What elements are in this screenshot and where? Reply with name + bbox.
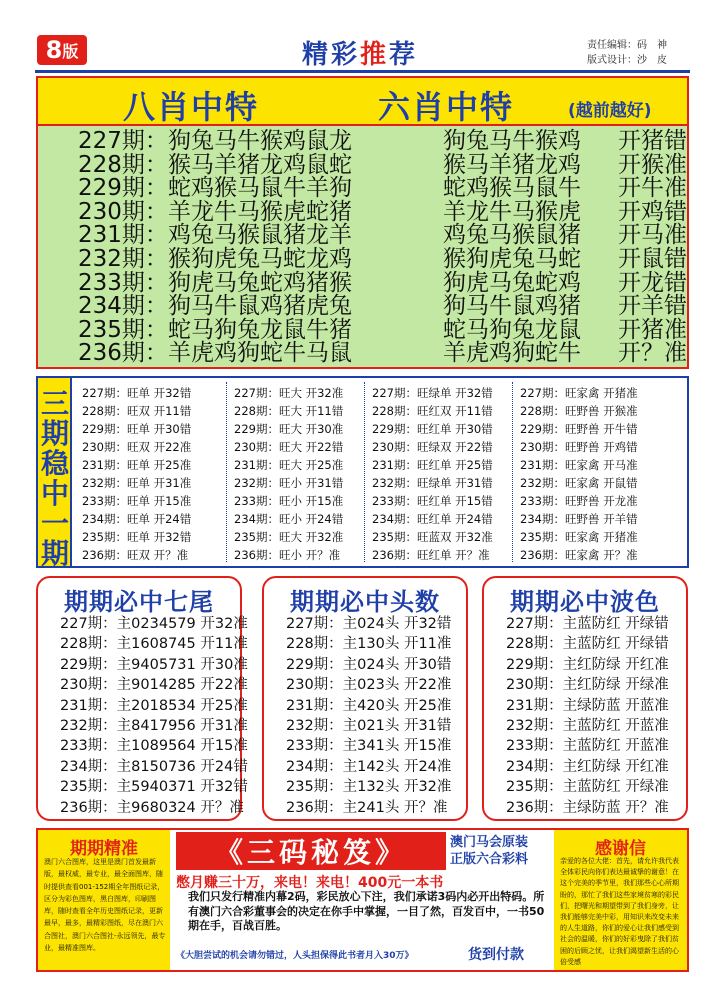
zodiac-table: [38, 126, 687, 367]
six-zodiac-set: 猴狗虎兔马蛇: [443, 246, 581, 272]
list-item: 228期：主130头 开11准: [286, 636, 452, 653]
list-item: 229期：主024头 开30错: [286, 656, 452, 673]
header-divider: [35, 70, 690, 73]
prediction-row: 227期：旺家禽 开猪准: [520, 386, 638, 400]
must-hit-box: [36, 576, 248, 821]
six-zodiac-set: 蛇鸡猴马鼠牛: [443, 175, 581, 202]
six-zodiac-set: 狗马牛鼠鸡猪: [443, 293, 581, 320]
list-item: 235期：主蓝防红 开绿准: [506, 779, 669, 796]
prediction-row: 231期：旺大 开25准: [234, 458, 344, 472]
list-item: 229期：主红防绿 开红准: [506, 656, 669, 673]
box-list: [60, 614, 248, 818]
prediction-row: 235期：旺大 开32准: [234, 530, 344, 544]
section-header: [38, 78, 687, 126]
list-item: 234期：主142头 开24准: [286, 758, 452, 775]
list-item: 227期：主蓝防红 开绿错: [506, 616, 669, 632]
prediction-row: 231期：旺家禽 开马准: [520, 458, 638, 472]
list-item: 227期：主024头 开32错: [286, 616, 452, 632]
eight-zodiac-set: 羊虎鸡狗蛇牛马鼠: [168, 340, 352, 367]
prediction-row: 227期：旺绿单 开32错: [372, 386, 493, 400]
list-item: 230期：主9014285 开22准: [60, 677, 248, 694]
prediction-column: [82, 384, 222, 564]
list-item: 231期：主420头 开25准: [286, 697, 452, 714]
promo-section: [36, 828, 689, 972]
eight-zodiac-set: 狗兔马牛猴鸡鼠龙: [168, 128, 352, 154]
period-label: 234期：: [78, 293, 168, 320]
list-item: 233期：主1089564 开15准: [60, 738, 248, 755]
prediction-row: 231期：旺红单 开25错: [372, 458, 493, 472]
box-title: 期期必中波色: [510, 588, 660, 616]
label-char: 中: [40, 477, 69, 510]
prediction-row: 230期：旺野兽 开鸡错: [520, 440, 638, 454]
must-hit-box: [482, 576, 688, 821]
period-label: 227期：: [78, 128, 168, 154]
column-divider: [364, 382, 365, 562]
thank-you-title: 感谢信: [595, 839, 646, 859]
page-title: [200, 34, 520, 71]
prediction-row: 233期：旺小 开15准: [234, 494, 344, 508]
prediction-row: 235期：旺蓝双 开32准: [372, 530, 493, 544]
period-label: 228期：: [78, 151, 168, 178]
list-item: 232期：主8417956 开31准: [60, 717, 248, 734]
eight-zodiac-title: 八肖中特: [123, 88, 260, 126]
prediction-row: 234期：旺野兽 开羊错: [520, 512, 638, 526]
six-zodiac-set: 鸡兔马猴鼠猪: [443, 222, 581, 249]
period-label: 229期：: [78, 175, 168, 202]
period-label: 235期：: [78, 316, 168, 343]
eight-zodiac-set: 蛇马狗兔龙鼠牛猪: [168, 316, 352, 343]
prediction-row: 228期：旺红双 开11错: [372, 404, 493, 418]
list-item: 236期：主241头 开？准: [286, 799, 448, 816]
prediction-row: 236期：旺红单 开？准: [372, 548, 490, 562]
result-text: 开猪准: [618, 316, 687, 343]
prediction-column: [372, 384, 512, 564]
period-label: 230期：: [78, 198, 168, 225]
six-zodiac-set: 蛇马狗兔龙鼠: [443, 316, 581, 343]
list-item: 231期：主绿防蓝 开蓝准: [506, 697, 669, 714]
prediction-row: 232期：旺家禽 开鼠错: [520, 476, 638, 490]
page-unit: 版: [62, 41, 79, 61]
prediction-row: 227期：旺单 开32错: [82, 386, 192, 400]
six-zodiac-set: 狗虎马兔蛇鸡: [443, 269, 581, 296]
promo-center-panel: [172, 830, 552, 970]
prediction-row: 231期：旺单 开25准: [82, 458, 192, 472]
period-label: 236期：: [78, 340, 168, 367]
list-item: 229期：主9405731 开30准: [60, 656, 248, 673]
prediction-row: 235期：旺单 开32错: [82, 530, 192, 544]
prediction-row: 233期：旺单 开15准: [82, 494, 192, 508]
eight-zodiac-set: 猴马羊猪龙鸡鼠蛇: [168, 151, 352, 178]
six-zodiac-set: 狗兔马牛猴鸡: [443, 128, 581, 154]
list-item: 227期：主0234579 开32准: [60, 616, 248, 632]
label-char: 稳: [40, 447, 69, 480]
column-divider: [226, 382, 227, 562]
label-char: 三: [40, 387, 69, 420]
box-title: 期期必中七尾: [64, 588, 214, 616]
prediction-row: 229期：旺红单 开30错: [372, 422, 493, 436]
six-zodiac-set: 羊龙牛马猴虎: [443, 198, 581, 225]
title-char: 精: [301, 40, 331, 70]
promo-footnote: 《大胆尝试的机会请勿错过，人头担保得此书者月入30万》: [176, 951, 414, 961]
result-text: 开？准: [618, 340, 687, 367]
period-label: 233期：: [78, 269, 168, 296]
thank-you-text: 亲爱的各位大佬：首先，请允许我代表全体彩民向你们表达最诚挚的谢意！在这个完美的季节里，我们那些心心所期盼的，那忙了我们这些家境贫寒的彩民们，把曙光和期望带到了我们身旁，让我们能够完美中彩，用知识来改变未来的人生道路，你们的爱心让我们感受到社会的温暖，你们的好彩曳除了我们贫困的后顾之忧，让我们渴望新生活的心倍受感: [560, 857, 679, 966]
eight-zodiac-set: 蛇鸡猴马鼠牛羊狗: [168, 175, 352, 202]
eight-zodiac-set: 狗马牛鼠鸡猪虎兔: [168, 293, 352, 320]
promo-slogan: 憋月赚三十万，来电！来电！400元一本书: [176, 875, 444, 891]
prediction-row: 232期：旺绿单 开31错: [372, 476, 493, 490]
section-note: (越前越好): [568, 101, 652, 121]
prediction-row: 228期：旺大 开11错: [234, 404, 344, 418]
list-item: 233期：主蓝防红 开蓝准: [506, 738, 669, 755]
thank-you-panel: [554, 830, 687, 970]
list-item: 234期：主红防绿 开红准: [506, 758, 669, 775]
list-item: 235期：主132头 开32准: [286, 779, 452, 796]
column-divider: [512, 382, 513, 562]
prediction-row: 229期：旺野兽 开牛错: [520, 422, 638, 436]
result-text: 开鸡错: [618, 198, 687, 225]
result-text: 开羊错: [618, 293, 687, 320]
page-number: 8: [45, 36, 63, 64]
promo-left-panel: [38, 830, 170, 970]
six-zodiac-set: 猴马羊猪龙鸡: [443, 151, 581, 178]
eight-zodiac-set: 狗虎马兔蛇鸡猪猴: [168, 269, 352, 296]
promo-left-text: 澳门六合图库，这里是澳门首发最新版，最权威，最专业，最全面图库，随时提供查看001-152期全年图纸记录，区分为彩色图库，黑白图库，印刷图库，随时查看全年历史图纸记录，更新最早，最多，最精彩图纸，尽在澳门六合图社，澳门六合图社-永远领先，最专业，最精准图库。: [44, 858, 166, 953]
box-title: 期期必中头数: [290, 588, 440, 616]
result-text: 开龙错: [618, 269, 687, 296]
period-label: 231期：: [78, 222, 168, 249]
period-label: 232期：: [78, 246, 168, 272]
label-char: 期: [40, 417, 69, 450]
eight-zodiac-set: 鸡兔马猴鼠猪龙羊: [168, 222, 352, 249]
prediction-row: 227期：旺大 开32准: [234, 386, 344, 400]
list-item: 230期：主023头 开22准: [286, 677, 452, 694]
six-zodiac-title: 六肖中特: [378, 88, 515, 126]
prediction-row: 233期：旺野兽 开龙准: [520, 494, 638, 508]
prediction-row: 228期：旺双 开11错: [82, 404, 192, 418]
prediction-row: 233期：旺红单 开15错: [372, 494, 493, 508]
section-side-label: [38, 378, 72, 570]
title-char: 彩: [330, 40, 360, 70]
prediction-column: [234, 384, 374, 564]
list-item: 235期：主5940371 开32错: [60, 779, 248, 796]
promo-body-text: 我们只发行精准内幕2码，彩民放心下注，我们承诺3码内必开出特码。所有澳门六合彩董事会的决定在你手中掌握，一目了然，百发百中，一书50期在手，百战百胜。: [188, 890, 545, 932]
prediction-row: 229期：旺单 开30错: [82, 422, 192, 436]
must-hit-box: [262, 576, 468, 821]
list-item: 236期：主绿防蓝 开？准: [506, 799, 669, 816]
zodiac-prediction-section: [36, 76, 689, 369]
list-item: 228期：主蓝防红 开绿错: [506, 636, 669, 653]
eight-zodiac-set: 猴狗虎兔马蛇龙鸡: [168, 246, 352, 272]
list-item: 236期：主9680324 开？准: [60, 799, 244, 816]
label-char: 一: [40, 507, 69, 540]
designer-credit: 版式设计：沙 皮: [587, 55, 667, 66]
title-char: 荐: [389, 40, 419, 70]
result-text: 开牛准: [618, 175, 687, 202]
list-item: 234期：主8150736 开24错: [60, 758, 248, 775]
side-line: 正版六合彩料: [450, 852, 529, 867]
page-number-badge: [37, 35, 87, 65]
side-line: 澳门马会原装: [450, 835, 529, 850]
prediction-row: 234期：旺红单 开24错: [372, 512, 493, 526]
result-text: 开猴准: [618, 151, 687, 178]
prediction-column: [520, 384, 660, 564]
list-item: 233期：主341头 开15准: [286, 738, 452, 755]
box-list: [506, 614, 669, 818]
list-item: 232期：主蓝防红 开蓝准: [506, 717, 669, 734]
result-text: 开猪错: [618, 128, 687, 154]
prediction-row: 230期：旺双 开22准: [82, 440, 192, 454]
list-item: 231期：主2018534 开25准: [60, 697, 248, 714]
cash-on-delivery-label: 货到付款: [468, 947, 524, 963]
prediction-row: 232期：旺小 开31错: [234, 476, 344, 490]
promo-left-title: 期期精准: [70, 839, 138, 859]
prediction-row: 234期：旺小 开24错: [234, 512, 344, 526]
title-char: 推: [360, 40, 390, 70]
box-list: [286, 614, 451, 818]
three-period-section: [36, 376, 689, 568]
book-banner: 《三码秘笈》: [176, 832, 446, 870]
prediction-row: 236期：旺家禽 开？准: [520, 548, 638, 562]
prediction-row: 235期：旺家禽 开猪准: [520, 530, 638, 544]
prediction-row: 228期：旺野兽 开猴准: [520, 404, 638, 418]
prediction-row: 236期：旺小 开？准: [234, 548, 341, 562]
prediction-row: 230期：旺绿双 开22错: [372, 440, 493, 454]
editor-credit: 责任编辑：码 神: [587, 40, 667, 51]
prediction-row: 232期：旺单 开31准: [82, 476, 192, 490]
label-char: 期: [40, 537, 69, 570]
list-item: 230期：主红防绿 开绿准: [506, 677, 669, 694]
list-item: 232期：主021头 开31错: [286, 717, 452, 734]
prediction-row: 229期：旺大 开30准: [234, 422, 344, 436]
header-credits: [587, 38, 667, 68]
prediction-row: 236期：旺双 开？准: [82, 548, 189, 562]
eight-zodiac-set: 羊龙牛马猴虎蛇猪: [168, 198, 352, 225]
result-text: 开鼠错: [618, 246, 687, 272]
six-zodiac-set: 羊虎鸡狗蛇牛: [443, 340, 581, 367]
banner-side-text: [450, 834, 528, 868]
prediction-row: 230期：旺大 开22错: [234, 440, 344, 454]
list-item: 228期：主1608745 开11准: [60, 636, 248, 653]
prediction-row: 234期：旺单 开24错: [82, 512, 192, 526]
result-text: 开马准: [618, 222, 687, 249]
